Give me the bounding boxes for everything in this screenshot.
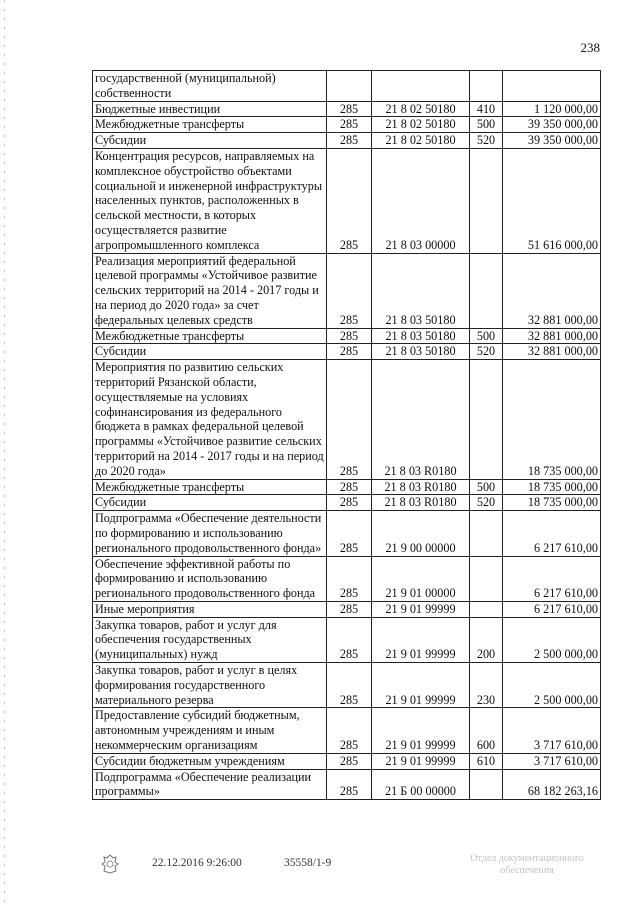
cell-admin: 285 — [327, 601, 372, 617]
cell-name: Иные мероприятия — [93, 601, 327, 617]
cell-name: Обеспечение эффективной работы по формированию и использованию регионального продовольственного фонда — [93, 556, 327, 601]
cell-code: 21 8 03 50180 — [372, 328, 470, 344]
scan-edge — [4, 0, 5, 905]
page-number: 238 — [580, 40, 600, 55]
cell-type: 600 — [470, 708, 503, 753]
cell-admin: 285 — [327, 495, 372, 511]
cell-code: 21 9 00 00000 — [372, 511, 470, 556]
cell-admin: 285 — [327, 511, 372, 556]
cell-name: Субсидии бюджетным учреждениям — [93, 753, 327, 769]
cell-sum: 51 616 000,00 — [503, 148, 601, 253]
cell-sum: 18 735 000,00 — [503, 360, 601, 479]
table-row — [93, 601, 601, 617]
cell-admin: 285 — [327, 253, 372, 328]
cell-admin: 285 — [327, 117, 372, 133]
cell-type: 520 — [470, 344, 503, 360]
cell-name: Концентрация ресурсов, направляемых на комплексное обустройство объектами социальной и инженерной инфраструктуры населенных пунктов, расположенных в сельской местности, в которых осуществляется развитие агропромышленного комплекса — [93, 148, 327, 253]
cell-code: 21 9 01 99999 — [372, 708, 470, 753]
cell-admin: 285 — [327, 708, 372, 753]
cell-type: 520 — [470, 495, 503, 511]
cell-code: 21 8 03 R0180 — [372, 479, 470, 495]
cell-sum: 6 217 610,00 — [503, 601, 601, 617]
cell-type — [470, 511, 503, 556]
cell-code: 21 9 01 99999 — [372, 753, 470, 769]
cell-sum: 39 350 000,00 — [503, 117, 601, 133]
budget-table — [92, 70, 601, 800]
cell-sum: 32 881 000,00 — [503, 344, 601, 360]
cell-sum: 32 881 000,00 — [503, 253, 601, 328]
table-row — [93, 769, 601, 800]
cell-type: 500 — [470, 117, 503, 133]
table-row — [93, 133, 601, 149]
cell-code: 21 8 03 R0180 — [372, 495, 470, 511]
table-row — [93, 556, 601, 601]
cell-name: Подпрограмма «Обеспечение реализации программы» — [93, 769, 327, 800]
cell-sum: 3 717 610,00 — [503, 753, 601, 769]
table-row — [93, 753, 601, 769]
cell-admin: 285 — [327, 663, 372, 708]
cell-code: 21 8 03 50180 — [372, 344, 470, 360]
cell-admin: 285 — [327, 753, 372, 769]
cell-sum: 3 717 610,00 — [503, 708, 601, 753]
footer-department-line2: обеспечения — [500, 865, 554, 876]
cell-sum: 32 881 000,00 — [503, 328, 601, 344]
cell-type: 230 — [470, 663, 503, 708]
cell-type — [470, 71, 503, 102]
table-row — [93, 663, 601, 708]
table-row — [93, 117, 601, 133]
cell-name: Межбюджетные трансферты — [93, 328, 327, 344]
cell-admin: 285 — [327, 344, 372, 360]
table-row — [93, 360, 601, 479]
cell-admin: 285 — [327, 556, 372, 601]
table-row — [93, 617, 601, 662]
cell-name: Бюджетные инвестиции — [93, 101, 327, 117]
cell-admin: 285 — [327, 769, 372, 800]
cell-type — [470, 360, 503, 479]
cell-sum: 18 735 000,00 — [503, 479, 601, 495]
footer-department-line1: Отдел документационного — [470, 853, 584, 864]
cell-code: 21 8 03 50180 — [372, 253, 470, 328]
cell-type — [470, 769, 503, 800]
cell-sum: 68 182 263,16 — [503, 769, 601, 800]
cell-name: Субсидии — [93, 495, 327, 511]
cell-sum: 2 500 000,00 — [503, 663, 601, 708]
cell-sum: 1 120 000,00 — [503, 101, 601, 117]
cell-sum: 39 350 000,00 — [503, 133, 601, 149]
cell-sum — [503, 71, 601, 102]
cell-admin: 285 — [327, 133, 372, 149]
cell-name: Подпрограмма «Обеспечение деятельности по формированию и использованию регионального продовольственного фонда» — [93, 511, 327, 556]
cell-admin: 285 — [327, 148, 372, 253]
table-row — [93, 148, 601, 253]
cell-admin: 285 — [327, 617, 372, 662]
cell-name: Мероприятия по развитию сельских территорий Рязанской области, осуществляемые на условиях софинансирования из федерального бюджета в рамках федеральной целевой программы «Устойчивое развитие сельских территорий на 2014 - 2017 годы и на период до 2020 года» — [93, 360, 327, 479]
cell-type — [470, 556, 503, 601]
cell-code: 21 9 01 99999 — [372, 617, 470, 662]
table-row — [93, 328, 601, 344]
footer-datetime: 22.12.2016 9:26:00 — [152, 857, 242, 869]
cell-name: Предоставление субсидий бюджетным, автономным учреждениям и иным некоммерческим организациям — [93, 708, 327, 753]
cell-sum: 2 500 000,00 — [503, 617, 601, 662]
cell-type: 410 — [470, 101, 503, 117]
cell-admin: 285 — [327, 101, 372, 117]
cell-admin: 285 — [327, 360, 372, 479]
table-row — [93, 71, 601, 102]
table-row — [93, 511, 601, 556]
coat-of-arms-icon — [100, 853, 120, 875]
cell-type: 500 — [470, 479, 503, 495]
cell-code: 21 9 01 99999 — [372, 601, 470, 617]
table-row — [93, 708, 601, 753]
table-row — [93, 479, 601, 495]
budget-table-body — [93, 71, 601, 800]
table-row — [93, 253, 601, 328]
cell-type: 610 — [470, 753, 503, 769]
cell-type: 500 — [470, 328, 503, 344]
cell-type — [470, 253, 503, 328]
cell-type: 520 — [470, 133, 503, 149]
cell-type: 200 — [470, 617, 503, 662]
cell-code — [372, 71, 470, 102]
cell-code: 21 8 02 50180 — [372, 117, 470, 133]
cell-name: Закупка товаров, работ и услуг для обеспечения государственных (муниципальных) нужд — [93, 617, 327, 662]
cell-admin — [327, 71, 372, 102]
cell-code: 21 8 02 50180 — [372, 101, 470, 117]
cell-name: Реализация мероприятий федеральной целевой программы «Устойчивое развитие сельских территорий на 2014 - 2017 годы и на период до 2020 года» за счет федеральных целевых средств — [93, 253, 327, 328]
cell-name: Субсидии — [93, 133, 327, 149]
cell-name: Межбюджетные трансферты — [93, 479, 327, 495]
cell-type — [470, 601, 503, 617]
cell-code: 21 8 02 50180 — [372, 133, 470, 149]
cell-sum: 18 735 000,00 — [503, 495, 601, 511]
cell-code: 21 8 03 R0180 — [372, 360, 470, 479]
cell-admin: 285 — [327, 479, 372, 495]
cell-code: 21 9 01 99999 — [372, 663, 470, 708]
cell-name: Закупка товаров, работ и услуг в целях формирования государственного материального резерва — [93, 663, 327, 708]
cell-name: государственной (муниципальной) собственности — [93, 71, 327, 102]
table-row — [93, 101, 601, 117]
footer-department-stamp — [452, 853, 602, 877]
cell-sum: 6 217 610,00 — [503, 556, 601, 601]
table-row — [93, 495, 601, 511]
cell-code: 21 Б 00 00000 — [372, 769, 470, 800]
cell-code: 21 9 01 00000 — [372, 556, 470, 601]
cell-sum: 6 217 610,00 — [503, 511, 601, 556]
cell-admin: 285 — [327, 328, 372, 344]
cell-name: Межбюджетные трансферты — [93, 117, 327, 133]
table-row — [93, 344, 601, 360]
footer-doc-number: 35558/1-9 — [284, 857, 332, 869]
cell-code: 21 8 03 00000 — [372, 148, 470, 253]
cell-name: Субсидии — [93, 344, 327, 360]
cell-type — [470, 148, 503, 253]
